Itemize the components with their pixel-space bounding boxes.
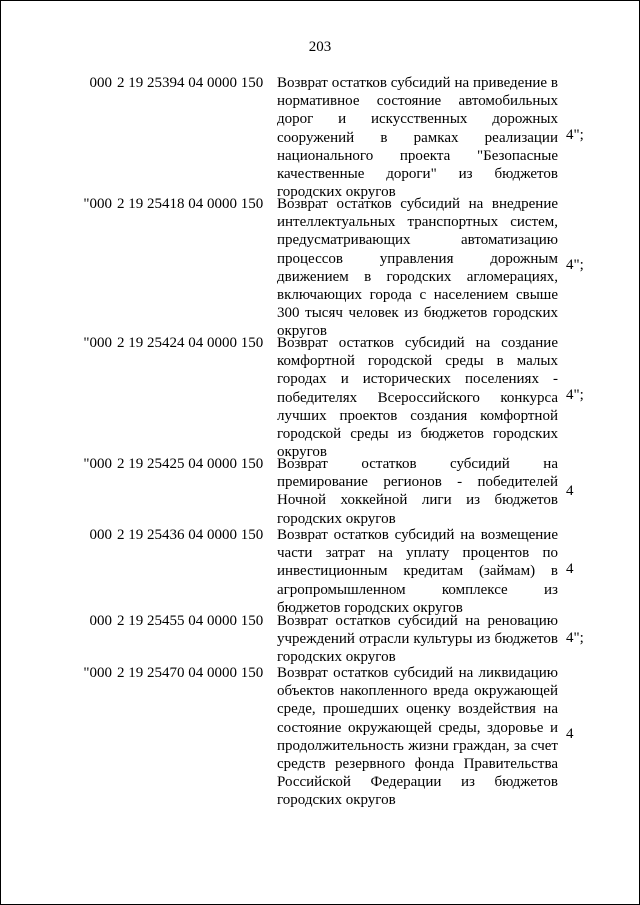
budget-classification-code: 2 19 25418 04 0000 150 [117, 196, 264, 212]
line-code-text: 4"; [566, 630, 584, 646]
income-description: Возврат остатков субсидий на ликвидацию объектов накопленного вреда окружающей среде, прошедших оценку воздействия на состояние окружающей среды, здоровье и продолжительность жизни граждан, за счет средств резервного фонда Правительства Российской Федерации из бюджетов городских округов [277, 665, 558, 809]
admin-code: "000 [83, 196, 112, 212]
page-number: 203 [308, 39, 332, 55]
admin-code: 000 [89, 527, 112, 543]
admin-code: "000 [83, 335, 112, 351]
table-row [0, 195, 640, 340]
income-description: Возврат остатков субсидий на премирование регионов - победителей Ночной хоккейной лиги из бюджетов городских округов [277, 456, 558, 527]
table-row [0, 455, 640, 526]
line-code-text: 4 [566, 482, 574, 499]
budget-classification-code: 2 19 25424 04 0000 150 [117, 335, 264, 351]
budget-classification-code: 2 19 25436 04 0000 150 [117, 527, 264, 543]
income-description: Возврат остатков субсидий на реновацию учреждений отрасли культуры из бюджетов городских округов [277, 613, 558, 666]
line-code-text: 4 [566, 726, 574, 742]
line-code [566, 195, 606, 334]
admin-code: 000 [89, 75, 112, 91]
budget-classification-code: 2 19 25394 04 0000 150 [117, 75, 264, 91]
budget-classification-code: 2 19 25425 04 0000 150 [117, 456, 264, 472]
line-code-text: 4"; [566, 386, 584, 403]
income-description: Возврат остатков субсидий на внедрение интеллектуальных транспортных систем, предусматривающих автоматизацию процессов управления дорожным движением в городских агломерациях, включающих города с населением свыше 300 тысяч человек из бюджетов городских округов [277, 196, 558, 340]
admin-code: "000 [83, 665, 112, 681]
line-code [566, 455, 606, 526]
table-row [0, 334, 640, 461]
line-code-text: 4"; [566, 126, 584, 143]
line-code [566, 74, 606, 195]
income-description: Возврат остатков субсидий на возмещение части затрат на уплату процентов по инвестиционным кредитам (займам) в агропромышленном комплексе из бюджетов городских округов [277, 527, 558, 616]
income-description: Возврат остатков субсидий на приведение в нормативное состояние автомобильных дорог и искусственных дорожных сооружений в рамках реализации национального проекта "Безопасные качественные дороги" из бюджетов городских округов [277, 75, 558, 201]
line-code [566, 334, 606, 455]
line-code [566, 526, 606, 612]
line-code [566, 612, 606, 664]
admin-code: "000 [83, 456, 112, 472]
table-row [0, 664, 640, 809]
income-description: Возврат остатков субсидий на создание комфортной городской среды в малых городах и исторических поселениях - победителях Всероссийского конкурса лучших проектов создания комфортной городской среды из бюджетов городских округов [277, 335, 558, 461]
budget-code-table [0, 74, 640, 809]
line-code-text: 4 [566, 561, 574, 577]
table-row [0, 612, 640, 664]
budget-classification-code: 2 19 25470 04 0000 150 [117, 665, 264, 681]
admin-code: 000 [89, 613, 112, 629]
table-row [0, 74, 640, 201]
budget-classification-code: 2 19 25455 04 0000 150 [117, 613, 264, 629]
table-row [0, 526, 640, 616]
line-code [566, 664, 606, 804]
line-code-text: 4"; [566, 256, 584, 273]
